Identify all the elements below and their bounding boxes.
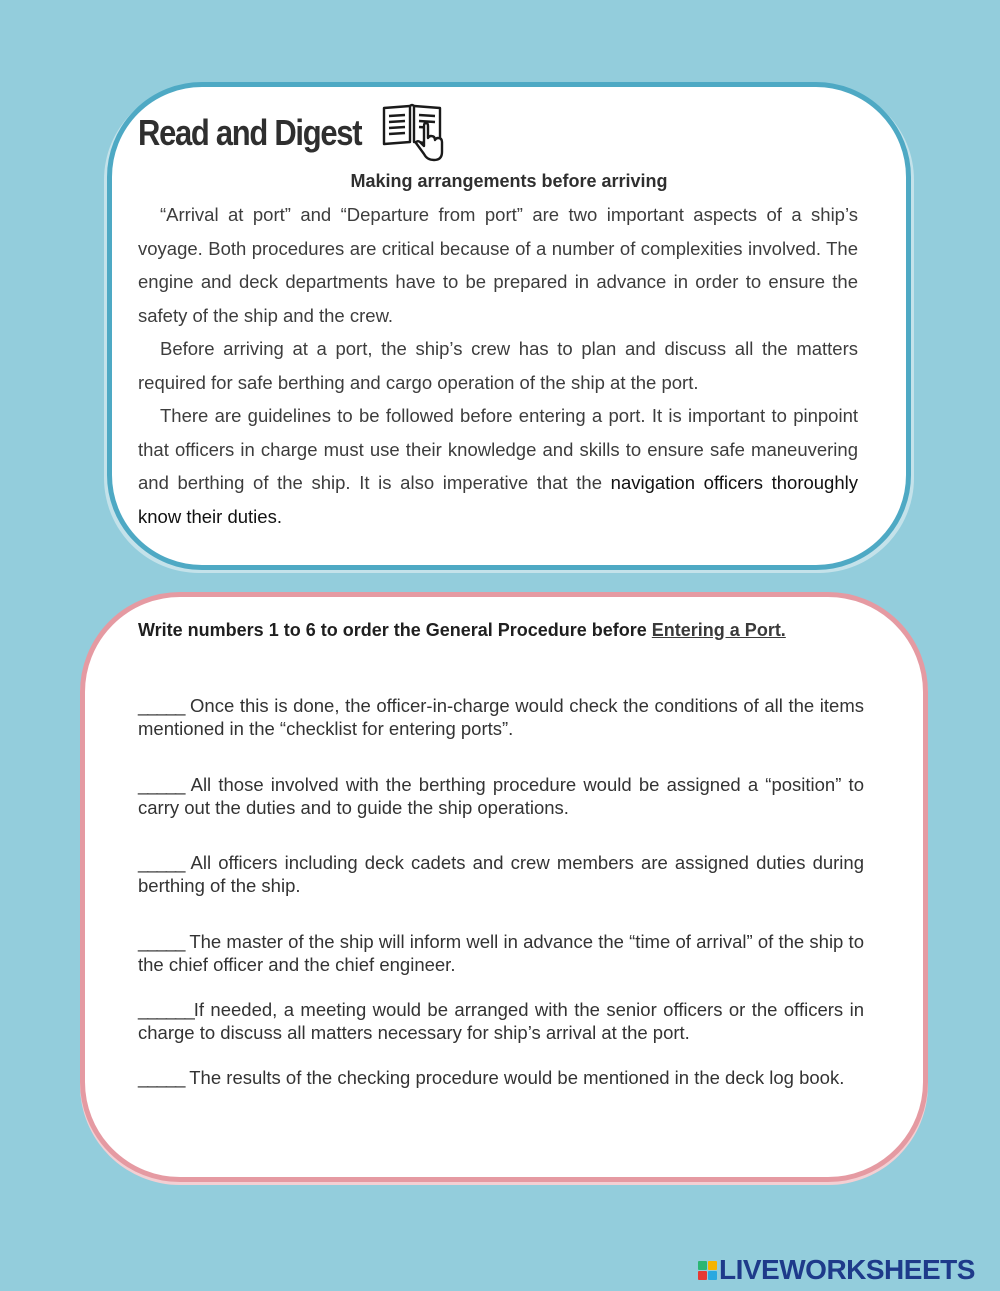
item-text: All those involved with the berthing procedure would be assigned a “position” to carry out the duties and to guide the ship operations. — [138, 774, 864, 818]
item-text: The results of the checking procedure would be mentioned in the deck log book. — [184, 1067, 845, 1088]
reading-paragraph — [138, 399, 858, 533]
list-item — [138, 998, 864, 1044]
list-item — [138, 851, 864, 897]
instruction-link: Entering a Port. — [651, 620, 786, 640]
list-item — [138, 930, 864, 976]
item-text: All officers including deck cadets and crew members are assigned duties during berthing of the ship. — [138, 852, 864, 896]
reading-subtitle: Making arrangements before arriving — [350, 171, 668, 191]
item-text: Once this is done, the officer-in-charge would check the conditions of all the items mentioned in the “checklist for entering ports”. — [138, 695, 864, 739]
list-item — [138, 1066, 864, 1089]
liveworksheets-logo[interactable] — [698, 1254, 975, 1286]
reading-passage — [138, 198, 858, 533]
reading-paragraph-emphasis: navigation officers thoroughly know their duties. — [138, 472, 858, 527]
reading-paragraph-main: There are guidelines to be followed before entering a port. It is important to pinpoint that officers in charge must use their knowledge and skills to ensure safe maneuvering and berthing of the ship. It is also imperative that the — [138, 405, 858, 493]
item-text: The master of the ship will inform well in advance the “time of arrival” of the ship to the chief officer and the chief engineer. — [138, 931, 864, 975]
answer-blank[interactable]: _____ — [138, 931, 185, 952]
answer-blank[interactable]: _____ — [138, 774, 185, 795]
answer-blank[interactable]: _____ — [138, 695, 185, 716]
section-heading: Read and Digest — [138, 112, 362, 153]
exercise-instruction — [138, 620, 786, 641]
reading-paragraph: Before arriving at a port, the ship’s crew has to plan and discuss all the matters required for safe berthing and cargo operation of the ship at the port. — [138, 338, 858, 393]
answer-blank[interactable]: _____ — [138, 852, 185, 873]
item-text: If needed, a meeting would be arranged with the senior officers or the officers in charge to discuss all matters necessary for ship’s arrival at the port. — [138, 999, 864, 1043]
reading-paragraph: “Arrival at port” and “Departure from port” are two important aspects of a ship’s voyage. Both procedures are critical because of a number of complexities involved. The engine and deck departments have to be prepared in advance in order to ensure the safety of the ship and the crew. — [138, 204, 858, 326]
book-hand-icon — [380, 102, 444, 164]
list-item — [138, 694, 864, 740]
list-item — [138, 773, 864, 819]
instruction-text: Write numbers 1 to 6 to order the General Procedure before — [138, 620, 652, 640]
answer-blank[interactable]: _____ — [138, 1067, 185, 1088]
answer-blank[interactable]: ______ — [138, 999, 194, 1020]
logo-squares-icon — [698, 1261, 717, 1280]
logo-text: LIVEWORKSHEETS — [719, 1254, 975, 1285]
